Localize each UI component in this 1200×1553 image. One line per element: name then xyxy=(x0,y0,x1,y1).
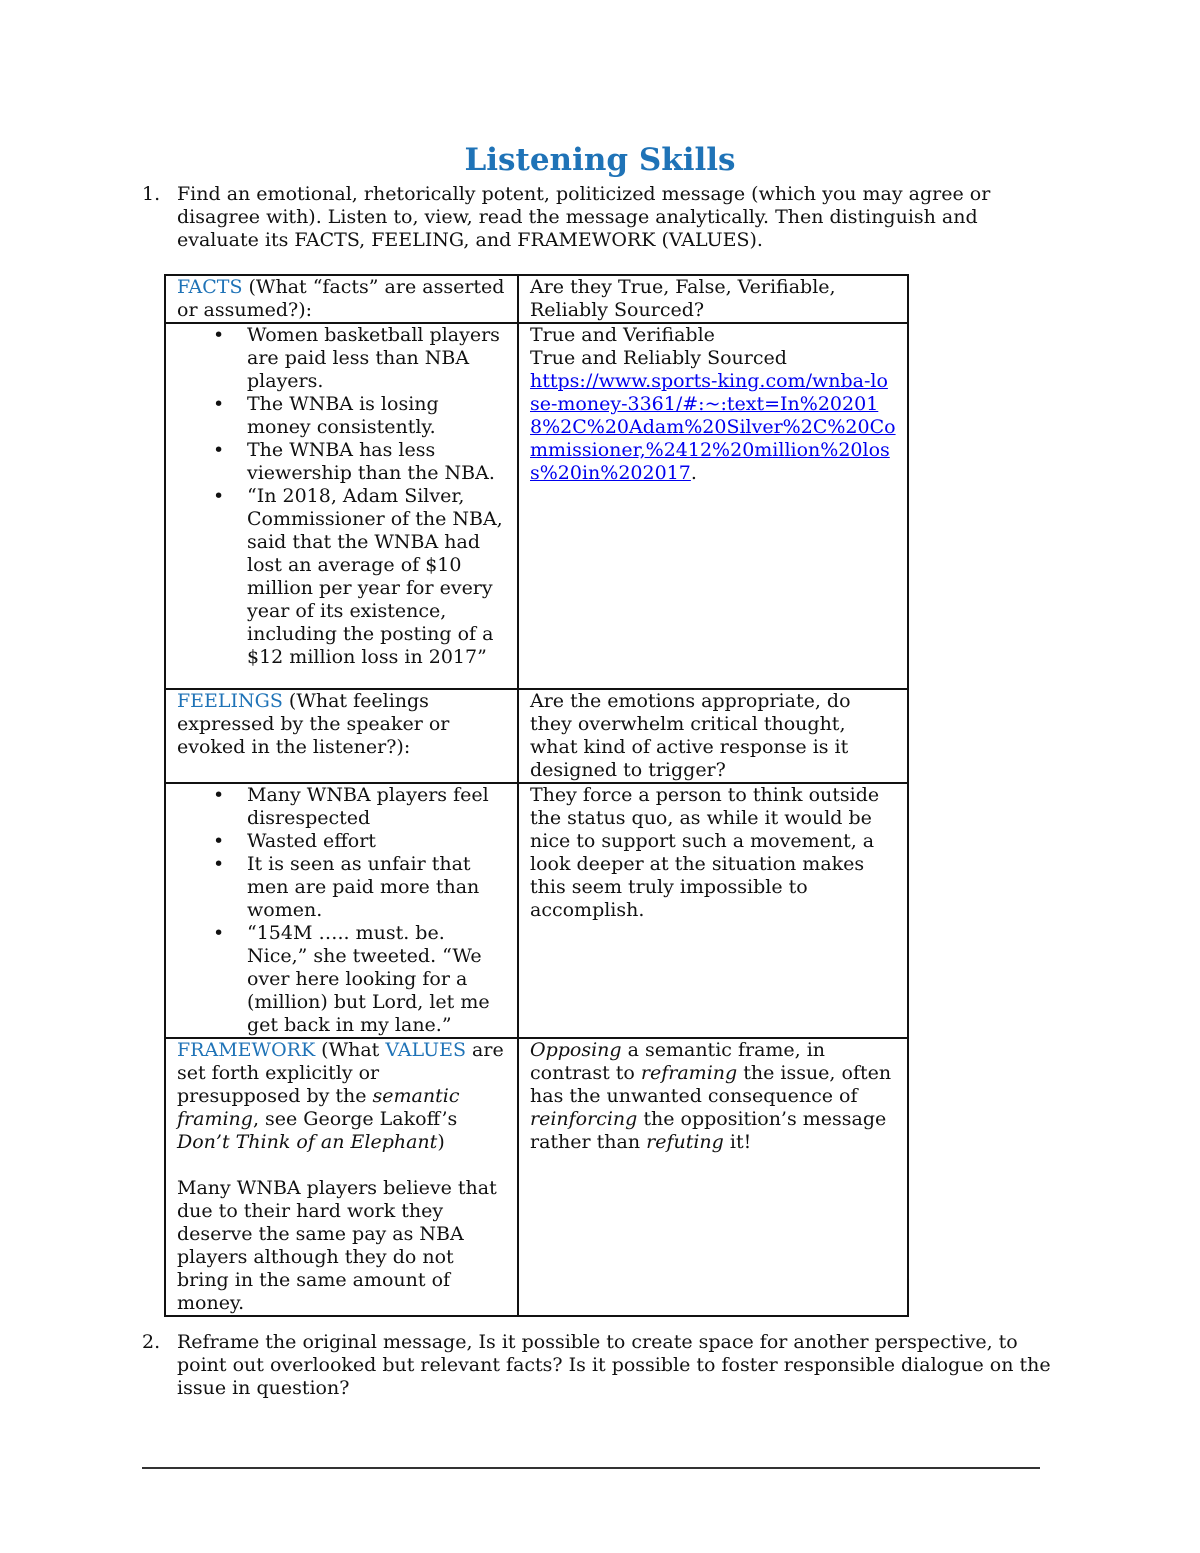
framework-prompt-text: are set forth explicitly or presupposed by the xyxy=(177,1039,504,1107)
facts-list-cell xyxy=(165,323,518,689)
feelings-header-row xyxy=(165,689,908,783)
analysis-table xyxy=(164,274,909,1317)
list-item: • It is seen as unfair that men are paid more than women. xyxy=(247,853,507,922)
semantic-framing-term: semantic framing xyxy=(177,1085,460,1130)
facts-eval-prompt: Are they True, False, Verifiable, Reliably Sourced? xyxy=(530,276,836,321)
feelings-eval-prompt: Are the emotions appropriate, do they overwhelm critical thought, what kind of active response is it designed to trigger? xyxy=(530,690,851,781)
facts-prompt: (What “facts” are asserted or assumed?): xyxy=(177,276,505,321)
framework-prompt-text: (What xyxy=(315,1039,386,1061)
emphasis-word: reinforcing xyxy=(530,1108,638,1130)
list-item: • The WNBA has less viewership than the NBA. xyxy=(247,439,507,485)
spacer xyxy=(177,1154,507,1177)
emphasis-word: Opposing xyxy=(530,1039,622,1061)
source-link[interactable]: https://www.sports-king.com/wnba-lose-money-3361/#:~:text=In%202018%2C%20Adam%20Silver%2C%20Commissioner,%2412%20million%20loss%20in%202017 xyxy=(530,370,896,484)
facts-eval-prompt-cell xyxy=(518,275,908,323)
framework-row xyxy=(165,1038,908,1316)
facts-header-row xyxy=(165,275,908,323)
page-title: Listening Skills xyxy=(464,142,736,178)
feelings-prompt: (What feelings expressed by the speaker or evoked in the listener?): xyxy=(177,690,450,758)
feelings-list-cell xyxy=(165,783,518,1038)
framework-eval-cell xyxy=(518,1038,908,1316)
facts-list xyxy=(177,324,507,669)
facts-content-row xyxy=(165,323,908,689)
question-2-number: 2. xyxy=(142,1331,161,1353)
facts-eval-line: True and Verifiable xyxy=(530,324,715,346)
list-item: • Women basketball players are paid less than NBA players. xyxy=(247,324,507,393)
feelings-eval-cell xyxy=(518,783,908,1038)
feelings-content-row xyxy=(165,783,908,1038)
framework-eval-text: the opposition’s message rather than xyxy=(530,1108,887,1153)
list-item: • “In 2018, Adam Silver, Commissioner of the NBA, said that the WNBA had lost an average of $10 million per year for every year of its existence, including the posting of a $12 million loss in 2017” xyxy=(247,485,507,669)
question-2 xyxy=(142,1331,1062,1400)
framework-answer: Many WNBA players believe that due to their hard work they deserve the same pay as NBA players although they do not bring in the same amount of money. xyxy=(177,1177,497,1314)
list-item: • Wasted effort xyxy=(247,830,507,853)
framework-prompt-text: , see George Lakoff’s xyxy=(252,1108,458,1130)
book-title: Don’t Think of an Elephant xyxy=(177,1131,438,1153)
facts-eval-line: True and Reliably Sourced xyxy=(530,347,787,369)
framework-eval-text: a semantic frame, in contrast to xyxy=(530,1039,826,1084)
question-1 xyxy=(142,183,1042,252)
question-1-number: 1. xyxy=(142,183,161,205)
facts-prompt-cell xyxy=(165,275,518,323)
facts-eval-cell xyxy=(518,323,908,689)
list-item: • Many WNBA players feel disrespected xyxy=(247,784,507,830)
list-item: • The WNBA is losing money consistently. xyxy=(247,393,507,439)
values-label: VALUES xyxy=(385,1039,467,1061)
list-item: • “154M ….. must. be. Nice,” she tweeted. “We over here looking for a (million) but Lord, let me get back in my lane.” xyxy=(247,922,507,1037)
facts-label: FACTS xyxy=(177,276,243,298)
feelings-label: FEELINGS xyxy=(177,690,283,712)
answer-line xyxy=(142,1467,1040,1469)
feelings-eval-answer: They force a person to think outside the status quo, as while it would be nice to support such a movement, a look deeper at the situation makes this seem truly impossible to accomplish. xyxy=(530,784,880,921)
framework-eval-text: the issue, often has the unwanted consequence of xyxy=(530,1062,892,1107)
framework-prompt-text: ) xyxy=(437,1131,445,1153)
feelings-eval-prompt-cell xyxy=(518,689,908,783)
feelings-prompt-cell xyxy=(165,689,518,783)
source-link-end: . xyxy=(690,462,697,484)
facts-source xyxy=(530,370,897,485)
emphasis-word: refuting xyxy=(646,1131,724,1153)
feelings-list xyxy=(177,784,507,1037)
framework-prompt xyxy=(177,1039,507,1154)
question-1-text: Find an emotional, rhetorically potent, politicized message (which you may agree or disagree with). Listen to, view, read the message analytically. Then distinguish and evaluate its FACTS, FEELING, and FRAMEWORK (VALUES). xyxy=(177,183,991,251)
framework-label: FRAMEWORK xyxy=(177,1039,316,1061)
framework-eval-text: it! xyxy=(723,1131,752,1153)
question-2-text: Reframe the original message, Is it possible to create space for another perspective, to point out overlooked but relevant facts? Is it possible to foster responsible dialogue on the issue in question? xyxy=(177,1331,1051,1399)
emphasis-word: reframing xyxy=(640,1062,738,1084)
framework-cell xyxy=(165,1038,518,1316)
